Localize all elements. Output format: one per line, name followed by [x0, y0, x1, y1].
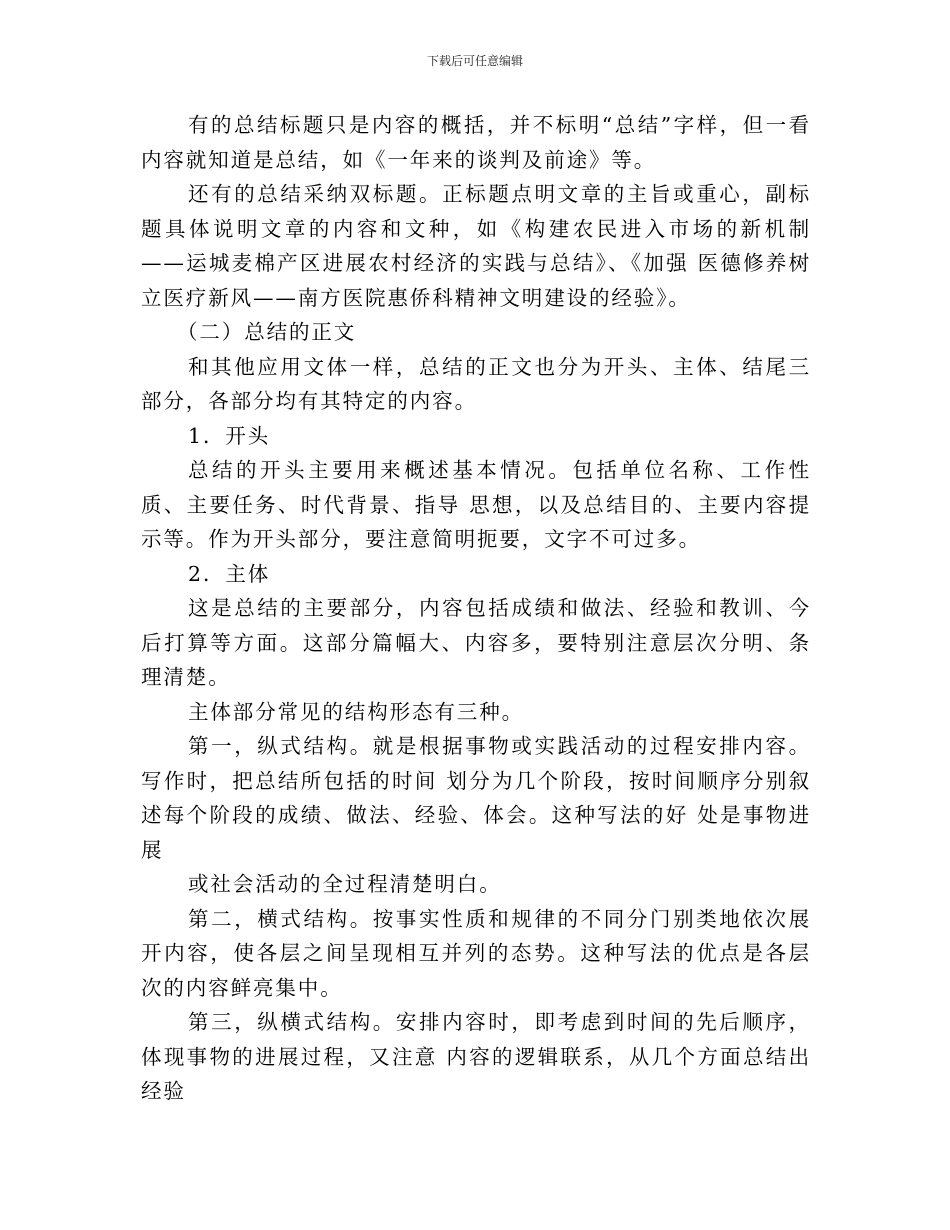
paragraph-main-body: 这是总结的主要部分，内容包括成绩和做法、经验和教训、今后打算等方面。这部分篇幅大、内容多，要特别注意层次分明、条理清楚。 [141, 596, 811, 689]
paragraph-vertical-continued: 或社会活动的全过程清楚明白。 [188, 872, 502, 896]
paragraph-double-title: 还有的总结采纳双标题。正标题点明文章的主旨或重心，副标题具体说明文章的内容和文种，如《构建农民进入市场的新机制——运城麦棉产区进展农村经济的实践与总结》、《加强 医德修养树立医疗新风——南方医院惠侨科精神文明建设的经验》。 [141, 182, 811, 310]
subheading-opening: 1．开头 [188, 423, 271, 448]
paragraph-horizontal-structure: 第二，横式结构。按事实性质和规律的不同分门别类地依次展开内容，使各层之间呈现相互并列的态势。这种写法的优点是各层次的内容鲜亮集中。 [141, 906, 811, 1000]
paragraph-vertical-structure: 第一，纵式结构。就是根据事物或实践活动的过程安排内容。写作时，把总结所包括的时间 划分为几个阶段，按时间顺序分别叙述每个阶段的成绩、做法、经验、体会。这种写法的好 处是事物进展 [141, 734, 811, 862]
paragraph-title-summary: 有的总结标题只是内容的概括，并不标明“总结”字样，但一看内容就知道是总结，如《一年来的谈判及前途》等。 [141, 113, 811, 172]
document-body [141, 108, 811, 1109]
page-header: 下载后可任意编辑 [426, 54, 523, 68]
section-heading-body-text: （二）总结的正文 [177, 320, 357, 344]
paragraph-body-parts: 和其他应用文体一样，总结的正文也分为开头、主体、结尾三部分，各部分均有其特定的内容。 [141, 354, 811, 413]
paragraph-mixed-structure: 第三，纵横式结构。安排内容时，即考虑到时间的先后顺序，体现事物的进展过程，又注意 内容的逻辑联系，从几个方面总结出经验 [141, 1010, 811, 1103]
paragraph-structure-types: 主体部分常见的结构形态有三种。 [188, 699, 524, 724]
paragraph-opening: 总结的开头主要用来概述基本情况。包括单位名称、工作性质、主要任务、时代背景、指导 思想，以及总结目的、主要内容提示等。作为开头部分，要注意简明扼要，文字不可过多。 [141, 458, 811, 551]
subheading-main-body: 2．主体 [188, 561, 271, 586]
